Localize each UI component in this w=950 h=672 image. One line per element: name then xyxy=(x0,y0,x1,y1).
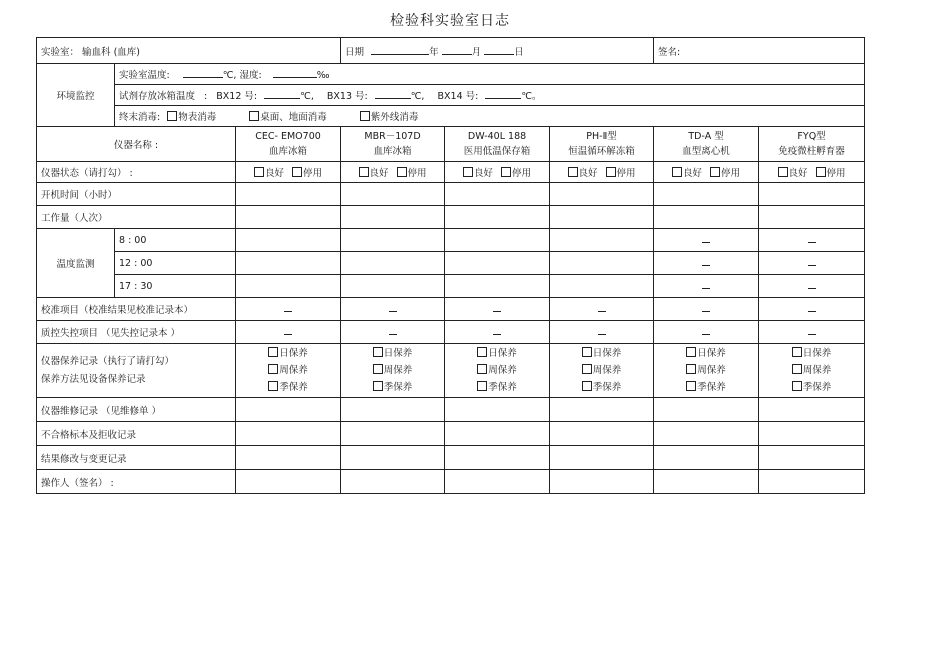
dash-mark xyxy=(808,305,816,312)
maintenance-cell xyxy=(654,344,759,398)
blank-cell[interactable] xyxy=(550,206,654,229)
maintenance-option[interactable] xyxy=(449,362,545,379)
maintenance-label-line2: 保养方法见设备保养记录 xyxy=(41,373,146,385)
temp-reading-cell[interactable] xyxy=(236,229,341,252)
maintenance-option-label: 季保养 xyxy=(488,382,517,393)
checkbox[interactable] xyxy=(268,347,278,357)
checkbox[interactable] xyxy=(582,347,592,357)
checkbox[interactable] xyxy=(373,364,383,374)
temp-time-1200: 12 : 00 xyxy=(115,252,236,275)
maintenance-option[interactable] xyxy=(763,345,860,362)
checkbox[interactable] xyxy=(477,347,487,357)
instrument-row xyxy=(37,127,865,162)
dash-mark xyxy=(284,328,292,335)
temp-reading-cell[interactable] xyxy=(236,275,341,298)
blank-cell[interactable] xyxy=(759,422,865,446)
not-applicable-cell xyxy=(341,298,445,321)
blank-cell[interactable] xyxy=(341,470,445,494)
humidity-label: 湿度: xyxy=(239,70,262,81)
status-stop-label: 停用 xyxy=(616,168,636,179)
checkbox[interactable] xyxy=(501,167,511,177)
qc-row xyxy=(37,321,865,344)
checkbox[interactable] xyxy=(710,167,720,177)
maintenance-option-label: 季保养 xyxy=(802,382,832,393)
blank-cell[interactable] xyxy=(341,446,445,470)
instrument-desc: 恒温循环解冻箱 xyxy=(568,146,635,157)
calibration-label: 校准项目（校准结果见校准记录本） xyxy=(37,298,236,321)
blank-cell[interactable] xyxy=(654,206,759,229)
not-applicable-cell xyxy=(445,298,550,321)
maintenance-option-label: 周保养 xyxy=(279,365,308,376)
status-stop-option[interactable] xyxy=(501,168,531,179)
dash-mark xyxy=(702,282,710,289)
month-blank[interactable] xyxy=(442,44,472,55)
status-cell xyxy=(341,162,445,183)
status-label: 仪器状态（请打勾） : xyxy=(37,162,236,183)
checkbox[interactable] xyxy=(397,167,407,177)
temp-reading-cell[interactable] xyxy=(445,252,550,275)
maintenance-option[interactable] xyxy=(449,345,545,362)
checkbox[interactable] xyxy=(359,167,369,177)
env-fridge-cell[interactable] xyxy=(115,85,865,106)
blank-cell[interactable] xyxy=(445,398,550,422)
temp-reading-cell[interactable] xyxy=(550,252,654,275)
not-applicable-cell xyxy=(341,321,445,344)
maintenance-option[interactable] xyxy=(763,379,860,396)
blank-cell[interactable] xyxy=(550,470,654,494)
disinfect-option-floor: 桌面、地面消毒 xyxy=(260,112,327,123)
maintenance-option-label: 季保养 xyxy=(279,382,308,393)
checkbox[interactable] xyxy=(463,167,473,177)
not-applicable-cell xyxy=(654,298,759,321)
status-good-label: 良好 xyxy=(578,168,598,179)
instrument-header: 仪器名称 : xyxy=(37,127,236,162)
fridge-bx12-unit: ℃, xyxy=(300,91,314,102)
maintenance-option-label: 日保养 xyxy=(488,348,517,359)
disinfect-label: 终末消毒: xyxy=(119,112,161,123)
temp-time-1730: 17 : 30 xyxy=(115,275,236,298)
checkbox[interactable] xyxy=(360,111,370,121)
maintenance-option-label: 周保养 xyxy=(592,365,622,376)
not-applicable-cell xyxy=(236,321,341,344)
maintenance-option-label: 季保养 xyxy=(697,382,726,393)
date-cell[interactable] xyxy=(341,38,654,64)
year-label: 年 xyxy=(429,46,439,58)
instrument-cell xyxy=(759,127,865,162)
not-applicable-cell xyxy=(759,321,865,344)
dash-mark xyxy=(702,305,710,312)
date-label: 日期 xyxy=(345,46,365,58)
checkbox[interactable] xyxy=(254,167,264,177)
instrument-cell xyxy=(550,127,654,162)
blank-cell[interactable] xyxy=(445,422,550,446)
status-cell xyxy=(236,162,341,183)
blank-cell[interactable] xyxy=(654,470,759,494)
checkbox[interactable] xyxy=(373,381,383,391)
blank-cell[interactable] xyxy=(341,398,445,422)
instrument-cell xyxy=(341,127,445,162)
env-temp-cell[interactable] xyxy=(115,64,865,85)
blank-cell[interactable] xyxy=(236,398,341,422)
checkbox[interactable] xyxy=(792,364,802,374)
checkbox[interactable] xyxy=(792,347,802,357)
blank-cell[interactable] xyxy=(759,398,865,422)
status-cell xyxy=(654,162,759,183)
not-applicable-cell xyxy=(550,321,654,344)
dash-mark xyxy=(493,328,501,335)
status-stop-label: 停用 xyxy=(826,168,846,179)
temp-row-1200 xyxy=(37,252,865,275)
humidity-unit: ‰ xyxy=(316,70,330,81)
lab-label: 实验室： xyxy=(41,46,80,58)
checkbox[interactable] xyxy=(568,167,578,177)
fridge-bx13-unit: ℃, xyxy=(410,91,425,102)
blank-cell[interactable] xyxy=(236,183,341,206)
fridge-bx14-unit: ℃。 xyxy=(521,91,542,102)
status-cell xyxy=(445,162,550,183)
dash-mark xyxy=(808,282,816,289)
dash-mark xyxy=(702,328,710,335)
dash-mark xyxy=(284,305,292,312)
calibration-row xyxy=(37,298,865,321)
checkbox[interactable] xyxy=(672,167,682,177)
instrument-desc: 免疫微柱孵育器 xyxy=(778,146,845,157)
runtime-label: 开机时间（小时） xyxy=(37,183,236,206)
temp-reading-cell[interactable] xyxy=(445,229,550,252)
blank-cell[interactable] xyxy=(759,446,865,470)
fridge-bx13-label: BX13 号: xyxy=(326,91,368,102)
maintenance-row xyxy=(37,344,865,398)
env-row-disinfect xyxy=(37,106,865,127)
reject-row xyxy=(37,422,865,446)
checkbox[interactable] xyxy=(606,167,616,177)
dash-mark xyxy=(598,305,606,312)
blank-cell[interactable] xyxy=(341,422,445,446)
maintenance-cell xyxy=(759,344,865,398)
maintenance-option[interactable] xyxy=(554,345,649,362)
status-good-option[interactable] xyxy=(359,168,389,179)
status-stop-option[interactable] xyxy=(816,168,846,179)
not-applicable-cell xyxy=(550,298,654,321)
instrument-model: MBR－107D xyxy=(364,131,421,142)
checkbox[interactable] xyxy=(582,381,592,391)
blank-cell[interactable] xyxy=(654,398,759,422)
temp-reading-cell[interactable] xyxy=(236,252,341,275)
blank-cell[interactable] xyxy=(550,446,654,470)
blank-cell[interactable] xyxy=(445,446,550,470)
day-label: 日 xyxy=(514,46,524,58)
status-stop-option[interactable] xyxy=(292,168,322,179)
status-good-label: 良好 xyxy=(683,168,703,179)
blank-cell[interactable] xyxy=(550,422,654,446)
blank-cell[interactable] xyxy=(341,206,445,229)
maintenance-option-label: 日保养 xyxy=(697,348,726,359)
workload-label: 工作量（人次） xyxy=(37,206,236,229)
temp-reading-cell[interactable] xyxy=(445,275,550,298)
blank-cell[interactable] xyxy=(550,398,654,422)
maintenance-option[interactable] xyxy=(345,345,440,362)
blank-cell[interactable] xyxy=(445,183,550,206)
modify-label: 结果修改与变更记录 xyxy=(37,446,236,470)
fridge-bx12-blank[interactable] xyxy=(264,88,300,99)
repair-row xyxy=(37,398,865,422)
not-applicable-cell xyxy=(759,252,865,275)
blank-cell[interactable] xyxy=(759,183,865,206)
status-cell xyxy=(759,162,865,183)
maintenance-option-label: 日保养 xyxy=(592,348,622,359)
day-blank[interactable] xyxy=(484,44,514,55)
dash-mark xyxy=(493,305,501,312)
not-applicable-cell xyxy=(654,275,759,298)
maintenance-option[interactable] xyxy=(763,362,860,379)
signature-label: 签名: xyxy=(658,46,681,58)
fridge-bx14-label: BX14 号: xyxy=(437,91,479,102)
disinfect-option-surface: 物表消毒 xyxy=(178,112,217,123)
not-applicable-cell xyxy=(654,321,759,344)
maintenance-cell xyxy=(236,344,341,398)
instrument-model: FYQ型 xyxy=(797,131,826,142)
checkbox[interactable] xyxy=(686,347,696,357)
temp-reading-cell[interactable] xyxy=(341,275,445,298)
checkbox[interactable] xyxy=(373,347,383,357)
checkbox[interactable] xyxy=(792,381,802,391)
checkbox[interactable] xyxy=(778,167,788,177)
temp-reading-cell[interactable] xyxy=(550,275,654,298)
blank-cell[interactable] xyxy=(341,183,445,206)
status-cell xyxy=(550,162,654,183)
maintenance-cell xyxy=(550,344,654,398)
maintenance-label xyxy=(37,344,236,398)
operator-row xyxy=(37,470,865,494)
maintenance-option[interactable] xyxy=(658,362,754,379)
maintenance-option-label: 周保养 xyxy=(383,365,413,376)
checkbox[interactable] xyxy=(477,364,487,374)
checkbox[interactable] xyxy=(167,111,177,121)
maintenance-option[interactable] xyxy=(554,362,649,379)
status-good-label: 良好 xyxy=(474,168,494,179)
temp-time-0800: 8 : 00 xyxy=(115,229,236,252)
instrument-desc: 医用低温保存箱 xyxy=(463,146,531,157)
maintenance-option[interactable] xyxy=(554,379,649,396)
dash-mark xyxy=(808,328,816,335)
not-applicable-cell xyxy=(445,321,550,344)
lab-cell xyxy=(37,38,341,64)
status-stop-label: 停用 xyxy=(303,168,323,179)
instrument-desc: 血库冰箱 xyxy=(373,146,412,157)
log-table xyxy=(36,37,865,494)
maintenance-option[interactable] xyxy=(240,362,336,379)
status-good-label: 良好 xyxy=(788,168,808,179)
instrument-model: PH-Ⅱ型 xyxy=(586,131,617,142)
not-applicable-cell xyxy=(759,275,865,298)
dash-mark xyxy=(808,236,816,243)
fridge-bx12-label: BX12 号: xyxy=(216,91,258,102)
lab-temp-unit: ℃, xyxy=(222,70,237,81)
status-row xyxy=(37,162,865,183)
fridge-colon: : xyxy=(204,91,208,102)
temp-row-1730 xyxy=(37,275,865,298)
status-stop-option[interactable] xyxy=(606,168,636,179)
blank-cell[interactable] xyxy=(550,183,654,206)
operator-label: 操作人（签名） : xyxy=(37,470,236,494)
header-row xyxy=(37,38,865,64)
status-stop-label: 停用 xyxy=(721,168,741,179)
env-row-temp xyxy=(37,64,865,85)
status-good-label: 良好 xyxy=(265,168,285,179)
maintenance-option[interactable] xyxy=(658,345,754,362)
checkbox[interactable] xyxy=(582,364,592,374)
instrument-desc: 血库冰箱 xyxy=(269,146,308,157)
status-stop-label: 停用 xyxy=(407,168,427,179)
checkbox[interactable] xyxy=(477,381,487,391)
maintenance-option[interactable] xyxy=(345,379,440,396)
not-applicable-cell xyxy=(654,229,759,252)
maintenance-option-label: 周保养 xyxy=(488,365,517,376)
dash-mark xyxy=(389,305,397,312)
maintenance-option-label: 季保养 xyxy=(592,382,622,393)
status-good-option[interactable] xyxy=(672,168,702,179)
status-stop-label: 停用 xyxy=(512,168,532,179)
temp-row-0800 xyxy=(37,229,865,252)
workload-row xyxy=(37,206,865,229)
maintenance-option-label: 周保养 xyxy=(802,365,832,376)
checkbox[interactable] xyxy=(686,364,696,374)
maintenance-option-label: 日保养 xyxy=(383,348,413,359)
not-applicable-cell xyxy=(759,298,865,321)
checkbox[interactable] xyxy=(686,381,696,391)
reject-label: 不合格标本及拒收记录 xyxy=(37,422,236,446)
maintenance-option[interactable] xyxy=(449,379,545,396)
status-good-option[interactable] xyxy=(778,168,808,179)
status-good-option[interactable] xyxy=(568,168,598,179)
blank-cell[interactable] xyxy=(654,446,759,470)
dash-mark xyxy=(598,328,606,335)
instrument-cell xyxy=(654,127,759,162)
status-stop-option[interactable] xyxy=(397,168,427,179)
blank-cell[interactable] xyxy=(759,206,865,229)
status-good-option[interactable] xyxy=(463,168,493,179)
fridge-bx13-blank[interactable] xyxy=(375,88,411,99)
checkbox[interactable] xyxy=(268,364,278,374)
disinfect-option-uv: 紫外线消毒 xyxy=(370,112,419,123)
lab-temp-blank[interactable] xyxy=(183,67,223,78)
status-stop-option[interactable] xyxy=(710,168,740,179)
dash-mark xyxy=(808,259,816,266)
env-row-fridge xyxy=(37,85,865,106)
instrument-model: CEC- EMO700 xyxy=(255,131,321,142)
maintenance-cell xyxy=(341,344,445,398)
blank-cell[interactable] xyxy=(236,470,341,494)
blank-cell[interactable] xyxy=(759,470,865,494)
env-disinfect-cell xyxy=(115,106,865,127)
page-title: 检验科实验室日志 xyxy=(390,13,510,29)
checkbox[interactable] xyxy=(816,167,826,177)
modify-row xyxy=(37,446,865,470)
year-blank[interactable] xyxy=(371,44,429,55)
checkbox[interactable] xyxy=(292,167,302,177)
temp-monitor-label: 温度监测 xyxy=(37,229,115,298)
repair-label: 仪器维修记录 （见维修单 ） xyxy=(37,398,236,422)
blank-cell[interactable] xyxy=(236,422,341,446)
instrument-cell xyxy=(445,127,550,162)
dash-mark xyxy=(702,259,710,266)
lab-value: 输血科 (血库) xyxy=(82,46,140,58)
signature-cell[interactable] xyxy=(654,38,865,64)
runtime-row xyxy=(37,183,865,206)
lab-temp-label: 实验室温度: xyxy=(119,70,170,81)
maintenance-label-line1: 仪器保养记录（执行了请打勾） xyxy=(41,355,175,367)
not-applicable-cell xyxy=(654,252,759,275)
dash-mark xyxy=(702,236,710,243)
status-good-option[interactable] xyxy=(254,168,284,179)
temp-reading-cell[interactable] xyxy=(341,252,445,275)
fridge-label: 试剂存放冰箱温度 xyxy=(119,91,196,102)
env-label: 环境监控 xyxy=(37,64,115,127)
not-applicable-cell xyxy=(759,229,865,252)
maintenance-option[interactable] xyxy=(658,379,754,396)
maintenance-option-label: 日保养 xyxy=(802,348,832,359)
lab-log-sheet xyxy=(36,37,864,494)
checkbox[interactable] xyxy=(268,381,278,391)
instrument-model: TD-A 型 xyxy=(688,131,724,142)
status-good-label: 良好 xyxy=(369,168,389,179)
dash-mark xyxy=(389,328,397,335)
blank-cell[interactable] xyxy=(236,446,341,470)
temp-reading-cell[interactable] xyxy=(341,229,445,252)
temp-reading-cell[interactable] xyxy=(550,229,654,252)
blank-cell[interactable] xyxy=(445,206,550,229)
checkbox[interactable] xyxy=(249,111,259,121)
blank-cell[interactable] xyxy=(654,183,759,206)
blank-cell[interactable] xyxy=(445,470,550,494)
fridge-bx14-blank[interactable] xyxy=(485,88,521,99)
humidity-blank[interactable] xyxy=(273,67,317,78)
not-applicable-cell xyxy=(236,298,341,321)
blank-cell[interactable] xyxy=(236,206,341,229)
instrument-desc: 血型离心机 xyxy=(682,146,730,157)
maintenance-option[interactable] xyxy=(345,362,440,379)
qc-label: 质控失控项目 （见失控记录本 ） xyxy=(37,321,236,344)
instrument-cell xyxy=(236,127,341,162)
month-label: 月 xyxy=(471,46,482,58)
blank-cell[interactable] xyxy=(654,422,759,446)
instrument-model: DW-40L 188 xyxy=(467,131,527,142)
maintenance-option-label: 季保养 xyxy=(383,382,413,393)
maintenance-option[interactable] xyxy=(240,345,336,362)
maintenance-option-label: 日保养 xyxy=(279,348,308,359)
maintenance-option-label: 周保养 xyxy=(697,365,726,376)
maintenance-cell xyxy=(445,344,550,398)
maintenance-option[interactable] xyxy=(240,379,336,396)
